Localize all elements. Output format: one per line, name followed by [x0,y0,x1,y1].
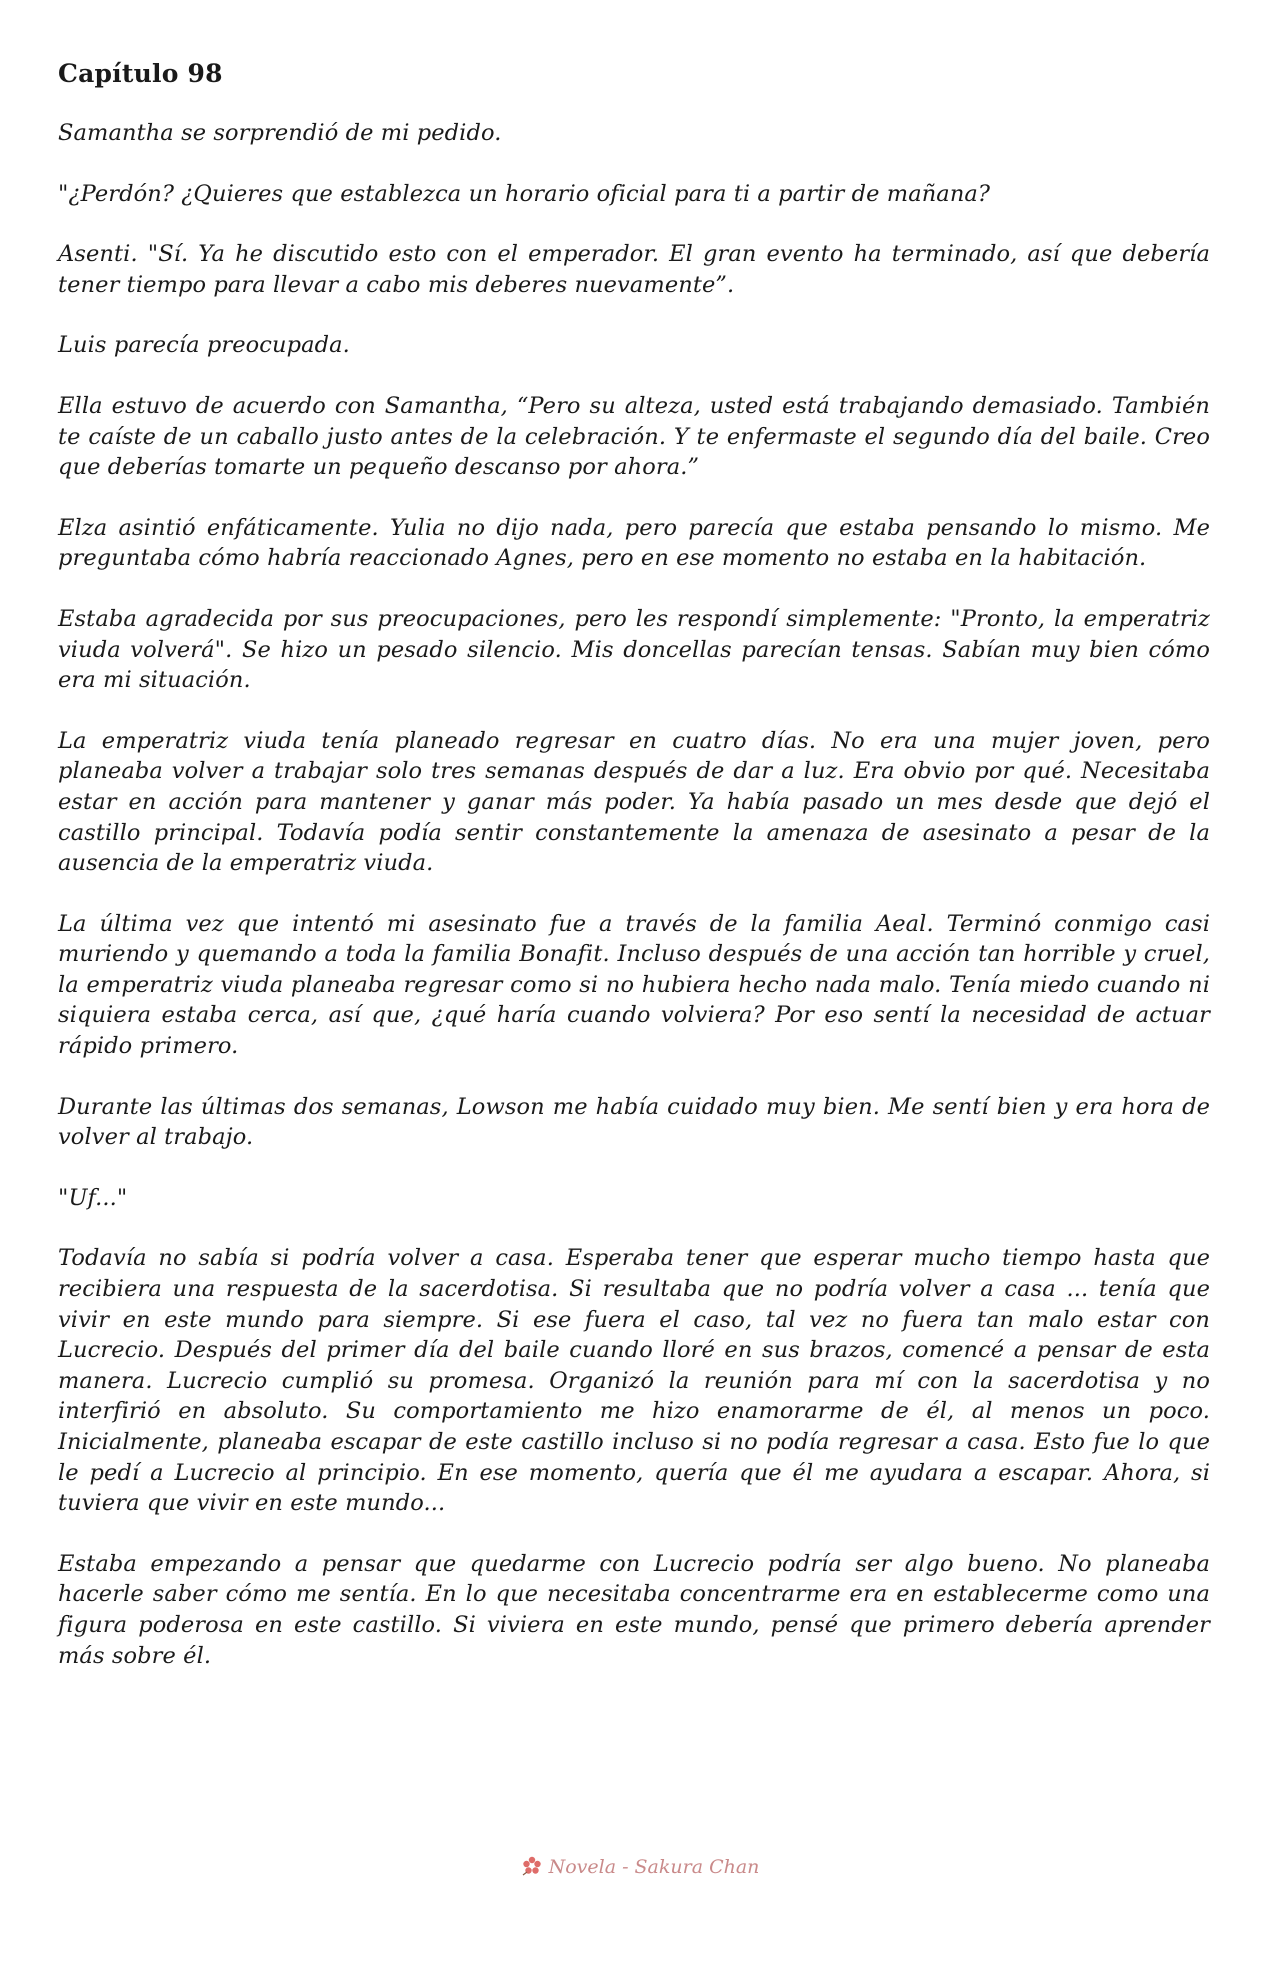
watermark-text: Novela - Sakura Chan [548,1856,760,1878]
watermark [0,1855,1280,1878]
paragraph-9: La última vez que intentó mi asesinato fue a través de la familia Aeal. Terminó conmigo casi muriendo y quemando a toda la familia Bonafit. Incluso después de una acción tan horrible y cruel, la emperatriz viuda planeaba regresar como si no hubiera hecho nada malo. Tenía miedo cuando ni siquiera estaba cerca, así que, ¿qué haría cuando volviera? Por eso sentí la necesidad de actuar rápido primero. [58,910,1210,1060]
sakura-flower-icon [521,1855,543,1877]
paragraph-3: Asenti. "Sí. Ya he discutido esto con el emperador. El gran evento ha terminado, así que debería tener tiempo para llevar a cabo mis deberes nuevamente”. [58,241,1210,298]
paragraph-10: Durante las últimas dos semanas, Lowson me había cuidado muy bien. Me sentí bien y era hora de volver al trabajo. [58,1093,1210,1151]
paragraph-4: Luis parecía preocupada. [58,332,350,359]
paragraph-11: "Uf..." [58,1184,128,1211]
paragraph-5: Ella estuvo de acuerdo con Samantha, “Pero su alteza, usted está trabajando demasiado. También te caíste de un caballo justo antes de la celebración. Y te enfermaste el segundo día del baile. Creo que deberías tomarte un pequeño descanso por ahora.” [58,392,1210,481]
paragraph-12: Todavía no sabía si podría volver a casa. Esperaba tener que esperar mucho tiempo hasta que recibiera una respuesta de la sacerdotisa. Si resultaba que no podría volver a casa ... tenía que vivir en este mundo para siempre. Si ese fuera el caso, tal vez no fuera tan malo estar con Lucrecio. Después del primer día del baile cuando lloré en sus brazos, comencé a pensar de esta manera. Lucrecio cumplió su promesa. Organizó la reunión para mí con la sacerdotisa y no interfirió en absoluto. Su comportamiento me hizo enamorarme de él, al menos un poco. Inicialmente, planeaba escapar de este castillo incluso si no podía regresar a casa. Esto fue lo que le pedí a Lucrecio al principio. En ese momento, quería que él me ayudara a escapar. Ahora, si tuviera que vivir en este mundo... [58,1245,1210,1517]
paragraph-13: Estaba empezando a pensar que quedarme con Lucrecio podría ser algo bueno. No planeaba hacerle saber cómo me sentía. En lo que necesitaba concentrarme era en establecerme como una figura poderosa en este castillo. Si viviera en este mundo, pensé que primero debería aprender más sobre él. [58,1550,1210,1669]
paragraph-1: Samantha se sorprendió de mi pedido. [58,120,502,146]
paragraph-6: Elza asintió enfáticamente. Yulia no dijo nada, pero parecía que estaba pensando lo mismo. Me preguntaba cómo habría reaccionado Agnes, pero en ese momento no estaba en la habitación. [58,514,1210,572]
paragraph-8: La emperatriz viuda tenía planeado regresar en cuatro días. No era una mujer joven, pero planeaba volver a trabajar solo tres semanas después de dar a luz. Era obvio por qué. Necesitaba estar en acción para mantener y ganar más poder. Ya había pasado un mes desde que dejó el castillo principal. Todavía podía sentir constantemente la amenaza de asesinato a pesar de la ausencia de la emperatriz viuda. [58,727,1210,877]
document-page [58,58,1210,1701]
paragraph-7: Estaba agradecida por sus preocupaciones, pero les respondí simplemente: "Pronto, la emperatriz viuda volverá". Se hizo un pesado silencio. Mis doncellas parecían tensas. Sabían muy bien cómo era mi situación. [58,605,1210,694]
chapter-title: Capítulo 98 [58,59,223,88]
paragraph-2: "¿Perdón? ¿Quieres que establezca un horario oficial para ti a partir de mañana? [58,180,991,207]
